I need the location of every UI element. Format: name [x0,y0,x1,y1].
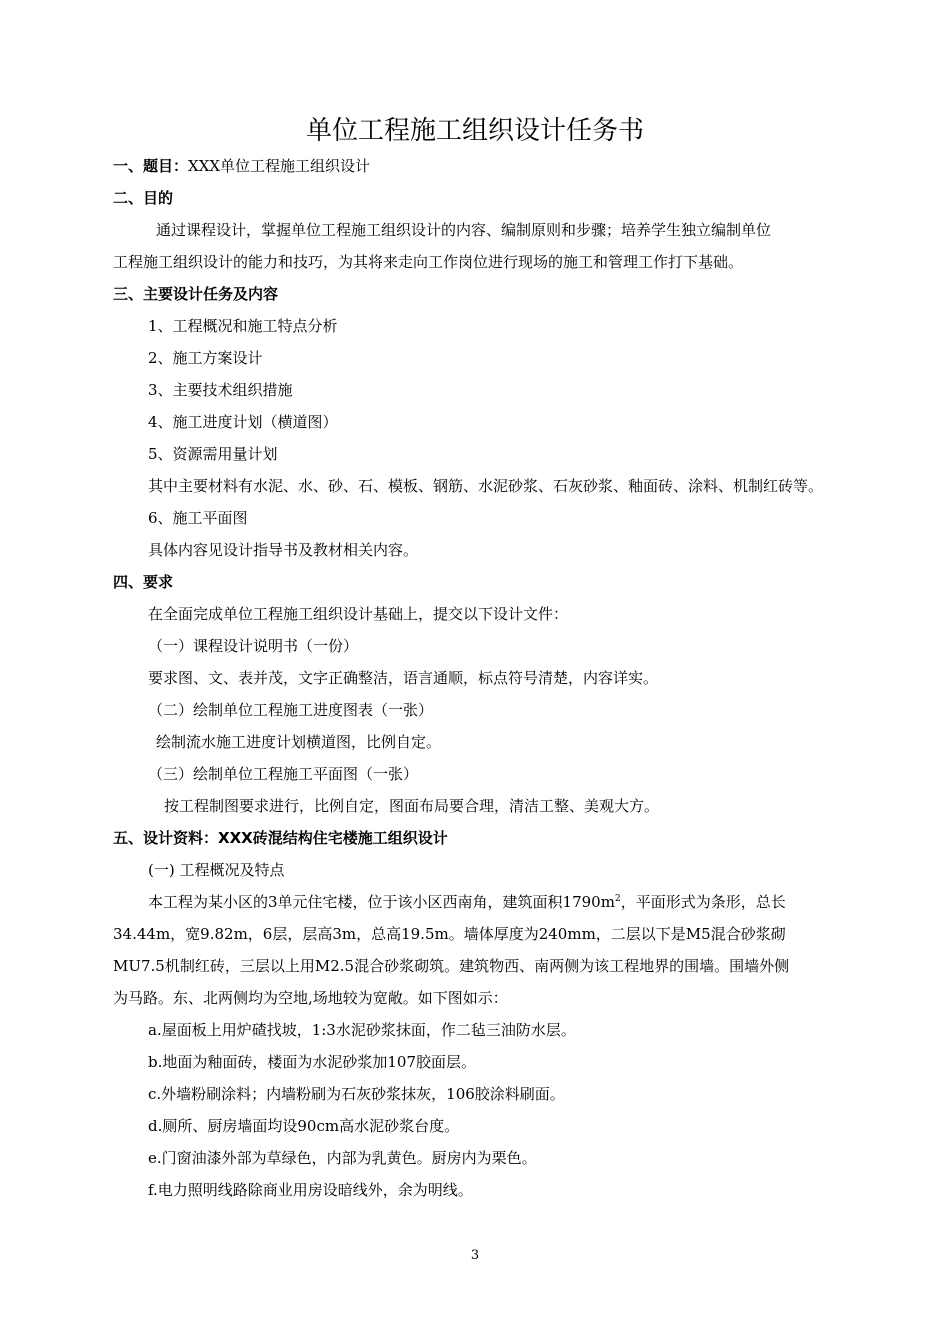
section-2-para-2: 工程施工组织设计的能力和技巧，为其将来走向工作岗位进行现场的施工和管理工作打下基础。 [113,253,744,271]
section-5-list-a: a.屋面板上用炉碴找坡，1:3水泥砂浆抹面，作二毡三油防水层。 [148,1021,576,1039]
section-2-para-1: 通过课程设计，掌握单位工程施工组织设计的内容、编制原则和步骤；培养学生独立编制单位 [156,221,772,239]
section-5-para-2: 34.44m，宽9.82m，6层，层高3m，总高19.5m。墙体厚度为240mm，二层以下是M5混合砂浆砌 [113,925,786,943]
section-5-para-1a: 本工程为某小区的3单元住宅楼，位于该小区西南角，建筑面积1790m [148,893,615,911]
page-number: 3 [470,1248,480,1263]
section-1-label: 一、题目： [113,157,189,175]
section-5-para-1b: ，平面形式为条形，总长 [620,893,786,911]
section-5-list-b: b.地面为釉面砖，楼面为水泥砂浆加107胶面层。 [148,1053,477,1071]
section-3-item-3: 3、主要技术组织措施 [148,381,293,399]
section-5-para-1 [148,892,878,912]
section-1-text: XXX单位工程施工组织设计 [188,157,371,175]
section-3-label: 三、主要设计任务及内容 [113,285,279,303]
section-5-para-4: 为马路。东、北两侧均为空地,场地较为宽敞。如下图如示： [113,989,508,1007]
section-4-sub-c-text: 按工程制图要求进行，比例自定，图面布局要合理，清洁工整、美观大方。 [164,797,660,815]
section-5-list-c: c.外墙粉刷涂料；内墙粉刷为石灰砂浆抹灰，106胶涂料刷面。 [148,1085,565,1103]
section-4-intro: 在全面完成单位工程施工组织设计基础上，提交以下设计文件： [148,605,569,623]
area-unit-sup: 2 [614,894,621,904]
section-4-sub-a: （一）课程设计说明书（一份） [148,637,359,655]
section-5-label: 五、设计资料：XXX砖混结构住宅楼施工组织设计 [113,829,448,847]
section-2-label: 二、目的 [113,189,174,207]
section-3-item-4: 4、施工进度计划（横道图） [148,413,338,431]
section-5-list-d: d.厕所、厨房墙面均设90cm高水泥砂浆台度。 [148,1117,460,1135]
section-4-label: 四、要求 [113,573,174,591]
section-5-list-e: e.门窗油漆外部为草绿色，内部为乳黄色。厨房内为栗色。 [148,1149,537,1167]
section-5-para-3: MU7.5机制红砖，三层以上用M2.5混合砂浆砌筑。建筑物西、南两侧为该工程地界的围墙。围墙外侧 [113,957,790,975]
section-5-list-f: f.电力照明线路除商业用房设暗线外，余为明线。 [148,1181,473,1199]
section-4-sub-b-text: 绘制流水施工进度计划横道图，比例自定。 [156,733,442,751]
section-4-sub-c: （三）绘制单位工程施工平面图（一张） [148,765,419,783]
section-1 [113,156,843,176]
section-5-sub: (一) 工程概况及特点 [148,861,285,879]
page-title: 单位工程施工组织设计任务书 [305,116,644,146]
section-3-materials: 其中主要材料有水泥、水、砂、石、模板、钢筋、水泥砂浆、石灰砂浆、釉面砖、涂料、机制红砖等。 [148,477,824,495]
section-3-item-2: 2、施工方案设计 [148,349,263,367]
section-3-item-5: 5、资源需用量计划 [148,445,278,463]
section-4-sub-b: （二）绘制单位工程施工进度图表（一张） [148,701,434,719]
section-3-item-6: 6、施工平面图 [148,509,248,527]
section-3-item-1: 1、工程概况和施工特点分析 [148,317,338,335]
section-4-sub-a-text: 要求图、文、表并茂，文字正确整洁，语言通顺，标点符号清楚，内容详实。 [148,669,659,687]
section-3-detail: 具体内容见设计指导书及教材相关内容。 [148,541,419,559]
